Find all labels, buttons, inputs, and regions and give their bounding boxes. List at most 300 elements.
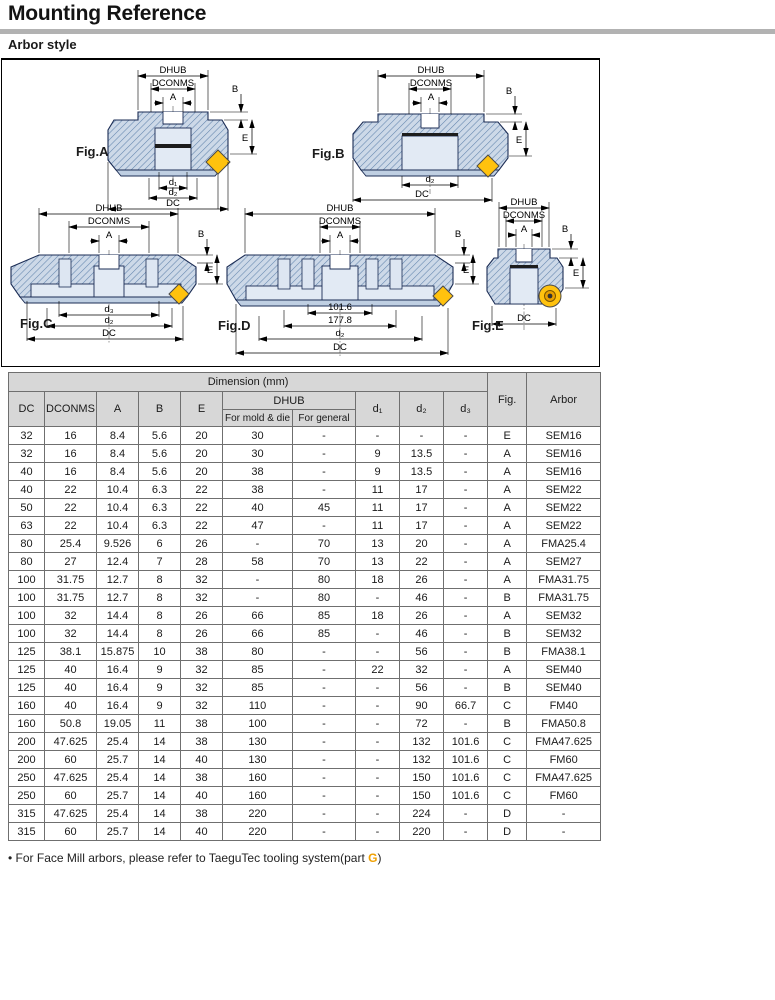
table-cell: 25.4 bbox=[97, 733, 139, 751]
figD-dim-dc: DC bbox=[333, 342, 347, 353]
table-cell: - bbox=[356, 751, 400, 769]
figC-dim-a: A bbox=[105, 230, 113, 241]
table-cell: 17 bbox=[400, 499, 444, 517]
figC-dim-b: B bbox=[197, 229, 205, 240]
table-row bbox=[9, 589, 601, 607]
table-cell: - bbox=[223, 571, 293, 589]
table-cell: 38 bbox=[181, 643, 223, 661]
table-cell: 85 bbox=[223, 661, 293, 679]
footnote-part-g-link[interactable]: G bbox=[368, 851, 378, 865]
table-cell: 80 bbox=[9, 553, 45, 571]
table-cell: - bbox=[293, 445, 356, 463]
table-cell: 32 bbox=[9, 427, 45, 445]
table-cell: C bbox=[488, 697, 527, 715]
table-cell: 22 bbox=[400, 553, 444, 571]
figA-dim-d1: d₁ bbox=[168, 177, 178, 188]
col-header-d3: d₃ bbox=[444, 392, 488, 427]
table-cell: 130 bbox=[223, 751, 293, 769]
table-cell: 101.6 bbox=[444, 733, 488, 751]
table-cell: 14 bbox=[139, 787, 181, 805]
table-cell: 22 bbox=[45, 499, 97, 517]
table-cell: 66 bbox=[223, 607, 293, 625]
table-cell: 250 bbox=[9, 787, 45, 805]
arbor-bore bbox=[322, 266, 358, 300]
figC-dim-e: E bbox=[206, 265, 214, 276]
table-cell: 40 bbox=[9, 463, 45, 481]
table-cell: SEM22 bbox=[527, 481, 601, 499]
table-cell: 10.4 bbox=[97, 499, 139, 517]
table-cell: 31.75 bbox=[45, 571, 97, 589]
col-header-b: B bbox=[139, 392, 181, 427]
table-cell: 20 bbox=[181, 427, 223, 445]
table-cell: - bbox=[356, 589, 400, 607]
table-cell: 9 bbox=[356, 463, 400, 481]
table-cell: 85 bbox=[223, 679, 293, 697]
table-cell: 14 bbox=[139, 805, 181, 823]
drive-slot bbox=[516, 249, 532, 262]
group-header-dimension: Dimension (mm) bbox=[9, 373, 488, 392]
table-cell: 26 bbox=[400, 571, 444, 589]
table-cell: - bbox=[223, 535, 293, 553]
fig-d-drawing bbox=[216, 196, 484, 368]
table-row bbox=[9, 571, 601, 589]
table-cell: 13.5 bbox=[400, 445, 444, 463]
figD-dim-e: E bbox=[462, 265, 470, 276]
table-cell: 9 bbox=[139, 697, 181, 715]
table-cell: FMA47.625 bbox=[527, 733, 601, 751]
table-cell: SEM40 bbox=[527, 679, 601, 697]
figD-dim-d2: d₂ bbox=[335, 328, 345, 339]
table-cell: 28 bbox=[181, 553, 223, 571]
table-row bbox=[9, 805, 601, 823]
table-cell: 100 bbox=[9, 571, 45, 589]
table-cell: 38 bbox=[223, 463, 293, 481]
table-cell: 160 bbox=[223, 787, 293, 805]
table-cell: 25.7 bbox=[97, 787, 139, 805]
table-cell: 45 bbox=[293, 499, 356, 517]
table-cell: 9 bbox=[139, 661, 181, 679]
figD-dim-bc1: 101.6 bbox=[328, 302, 352, 313]
figB-dim-dconms: DCONMS bbox=[409, 78, 453, 89]
table-cell: 66.7 bbox=[444, 697, 488, 715]
footnote-text: For Face Mill arbors, please refer to TaeguTec tooling system(part bbox=[15, 851, 369, 865]
table-cell: 6 bbox=[139, 535, 181, 553]
table-cell: 60 bbox=[45, 751, 97, 769]
table-cell: 9.526 bbox=[97, 535, 139, 553]
table-cell: 40 bbox=[45, 697, 97, 715]
table-cell: 16 bbox=[45, 463, 97, 481]
table-cell: SEM16 bbox=[527, 463, 601, 481]
table-cell: A bbox=[488, 517, 527, 535]
table-cell: 100 bbox=[9, 589, 45, 607]
table-cell: - bbox=[293, 697, 356, 715]
table-cell: 26 bbox=[400, 607, 444, 625]
fig-a-drawing bbox=[50, 62, 305, 212]
table-row bbox=[9, 535, 601, 553]
figD-dim-dhub: DHUB bbox=[326, 203, 354, 214]
figE-dim-dhub: DHUB bbox=[510, 197, 538, 208]
table-cell: - bbox=[444, 823, 488, 841]
fig-e-label: Fig.E bbox=[472, 318, 504, 333]
table-cell: 6.3 bbox=[139, 481, 181, 499]
table-cell: 160 bbox=[9, 715, 45, 733]
table-cell: 132 bbox=[400, 733, 444, 751]
table-cell: 220 bbox=[223, 823, 293, 841]
drive-slot bbox=[163, 112, 183, 124]
figB-dim-e: E bbox=[515, 135, 523, 146]
table-cell: 130 bbox=[223, 733, 293, 751]
table-cell: - bbox=[400, 427, 444, 445]
table-row bbox=[9, 517, 601, 535]
table-cell: 14 bbox=[139, 751, 181, 769]
table-cell: 8 bbox=[139, 625, 181, 643]
figB-dim-d2: d₂ bbox=[425, 174, 435, 185]
table-cell: 16 bbox=[45, 445, 97, 463]
col-header-arbor: Arbor bbox=[527, 373, 601, 427]
figA-dim-dhub: DHUB bbox=[159, 65, 187, 76]
col-header-d1: d₁ bbox=[356, 392, 400, 427]
bolt-hole bbox=[59, 259, 71, 287]
col-header-dhub-general: For general bbox=[293, 410, 356, 427]
table-cell: A bbox=[488, 463, 527, 481]
table-cell: - bbox=[356, 697, 400, 715]
table-cell: FM60 bbox=[527, 751, 601, 769]
table-cell: 50.8 bbox=[45, 715, 97, 733]
table-cell: 15.875 bbox=[97, 643, 139, 661]
table-cell: - bbox=[356, 715, 400, 733]
table-cell: - bbox=[444, 427, 488, 445]
table-cell: B bbox=[488, 589, 527, 607]
table-cell: FMA25.4 bbox=[527, 535, 601, 553]
table-cell: 315 bbox=[9, 805, 45, 823]
table-row bbox=[9, 787, 601, 805]
table-cell: 27 bbox=[45, 553, 97, 571]
table-cell: 80 bbox=[223, 643, 293, 661]
table-cell: - bbox=[444, 643, 488, 661]
table-cell: SEM16 bbox=[527, 445, 601, 463]
table-row bbox=[9, 643, 601, 661]
table-cell: 58 bbox=[223, 553, 293, 571]
table-cell: 125 bbox=[9, 643, 45, 661]
table-cell: 10 bbox=[139, 643, 181, 661]
table-cell: 26 bbox=[181, 535, 223, 553]
table-cell: 315 bbox=[9, 823, 45, 841]
col-header-dconms: DCONMS bbox=[45, 392, 97, 427]
table-cell: 40 bbox=[181, 823, 223, 841]
table-row bbox=[9, 715, 601, 733]
table-cell: 16 bbox=[45, 427, 97, 445]
table-cell: 22 bbox=[181, 517, 223, 535]
section-subtitle: Arbor style bbox=[8, 37, 77, 52]
table-cell: 32 bbox=[9, 445, 45, 463]
table-cell: - bbox=[444, 715, 488, 733]
table-cell: FMA31.75 bbox=[527, 589, 601, 607]
figC-dim-d2: d₂ bbox=[104, 315, 114, 326]
table-cell: 5.6 bbox=[139, 445, 181, 463]
bolt-hole bbox=[366, 259, 378, 289]
table-row bbox=[9, 751, 601, 769]
table-cell: - bbox=[293, 823, 356, 841]
figE-dim-dconms: DCONMS bbox=[502, 210, 546, 221]
table-cell: 20 bbox=[181, 463, 223, 481]
bolt-hole bbox=[302, 259, 314, 289]
footnote-bullet: • bbox=[8, 851, 13, 865]
figA-dim-b: B bbox=[231, 84, 239, 95]
fig-c-label: Fig.C bbox=[20, 316, 53, 331]
table-row bbox=[9, 733, 601, 751]
table-cell: 16.4 bbox=[97, 661, 139, 679]
table-cell: 22 bbox=[181, 481, 223, 499]
table-cell: B bbox=[488, 679, 527, 697]
drive-slot bbox=[330, 255, 350, 269]
fig-d-label: Fig.D bbox=[218, 318, 251, 333]
dimension-table bbox=[8, 372, 601, 841]
table-row bbox=[9, 463, 601, 481]
table-cell: A bbox=[488, 445, 527, 463]
table-cell: 125 bbox=[9, 679, 45, 697]
table-cell: 6.3 bbox=[139, 499, 181, 517]
table-cell: FMA38.1 bbox=[527, 643, 601, 661]
table-cell: 40 bbox=[181, 787, 223, 805]
table-cell: 40 bbox=[223, 499, 293, 517]
table-cell: 25.4 bbox=[97, 805, 139, 823]
table-cell: SEM32 bbox=[527, 607, 601, 625]
fig-a-label: Fig.A bbox=[76, 144, 109, 159]
table-cell: 8 bbox=[139, 589, 181, 607]
table-cell: 32 bbox=[181, 571, 223, 589]
figB-dim-dc: DC bbox=[415, 189, 429, 200]
table-cell: 20 bbox=[400, 535, 444, 553]
figB-dim-dhub: DHUB bbox=[417, 65, 445, 76]
footnote-suffix: ) bbox=[377, 851, 382, 865]
table-cell: 9 bbox=[139, 679, 181, 697]
table-cell: 13 bbox=[356, 553, 400, 571]
table-cell: 38 bbox=[181, 715, 223, 733]
table-cell: - bbox=[444, 805, 488, 823]
table-cell: - bbox=[293, 643, 356, 661]
table-cell: - bbox=[444, 661, 488, 679]
table-cell: 220 bbox=[223, 805, 293, 823]
table-cell: 11 bbox=[139, 715, 181, 733]
table-cell: - bbox=[293, 769, 356, 787]
table-cell: 12.7 bbox=[97, 589, 139, 607]
table-cell: 18 bbox=[356, 607, 400, 625]
table-cell: 9 bbox=[356, 445, 400, 463]
table-cell: 80 bbox=[293, 589, 356, 607]
table-row bbox=[9, 445, 601, 463]
table-cell: 25.7 bbox=[97, 823, 139, 841]
col-header-fig: Fig. bbox=[488, 373, 527, 427]
table-cell: - bbox=[356, 679, 400, 697]
table-cell: 10.4 bbox=[97, 481, 139, 499]
fig-c-drawing bbox=[7, 196, 242, 364]
table-row bbox=[9, 481, 601, 499]
table-cell: 110 bbox=[223, 697, 293, 715]
table-cell: SEM16 bbox=[527, 427, 601, 445]
table-cell: 38 bbox=[181, 733, 223, 751]
table-cell: 46 bbox=[400, 625, 444, 643]
figA-dim-dconms: DCONMS bbox=[151, 78, 195, 89]
figA-dim-a: A bbox=[169, 92, 177, 103]
table-cell: 47.625 bbox=[45, 805, 97, 823]
table-cell: C bbox=[488, 787, 527, 805]
col-header-d2: d₂ bbox=[400, 392, 444, 427]
table-cell: 38 bbox=[223, 481, 293, 499]
figD-dim-a: A bbox=[336, 230, 344, 241]
table-cell: - bbox=[444, 607, 488, 625]
table-cell: 72 bbox=[400, 715, 444, 733]
col-header-dc: DC bbox=[9, 392, 45, 427]
table-cell: - bbox=[293, 733, 356, 751]
table-cell: 47.625 bbox=[45, 769, 97, 787]
table-cell: 14 bbox=[139, 769, 181, 787]
figC-dim-dhub: DHUB bbox=[95, 203, 123, 214]
table-cell: 30 bbox=[223, 445, 293, 463]
figE-dim-a: A bbox=[520, 224, 528, 235]
table-row bbox=[9, 553, 601, 571]
title-rule bbox=[0, 29, 775, 34]
table-row bbox=[9, 625, 601, 643]
table-cell: E bbox=[488, 427, 527, 445]
col-header-dhub: DHUB bbox=[223, 392, 356, 410]
table-row bbox=[9, 661, 601, 679]
table-cell: 16.4 bbox=[97, 679, 139, 697]
table-cell: 125 bbox=[9, 661, 45, 679]
table-row bbox=[9, 679, 601, 697]
cutter-rim bbox=[116, 170, 220, 176]
table-cell: C bbox=[488, 751, 527, 769]
drive-slot bbox=[99, 255, 119, 269]
table-cell: 40 bbox=[9, 481, 45, 499]
table-cell: 38.1 bbox=[45, 643, 97, 661]
table-cell: - bbox=[527, 805, 601, 823]
table-cell: - bbox=[444, 553, 488, 571]
table-cell: 12.4 bbox=[97, 553, 139, 571]
table-cell: C bbox=[488, 733, 527, 751]
figC-dim-dc: DC bbox=[102, 328, 116, 339]
table-cell: A bbox=[488, 553, 527, 571]
table-cell: 250 bbox=[9, 769, 45, 787]
table-cell: 10.4 bbox=[97, 517, 139, 535]
table-cell: - bbox=[293, 679, 356, 697]
col-header-dhub-mold-die: For mold & die bbox=[223, 410, 293, 427]
table-cell: 19.05 bbox=[97, 715, 139, 733]
table-cell: 17 bbox=[400, 517, 444, 535]
table-cell: 70 bbox=[293, 535, 356, 553]
table-cell: 85 bbox=[293, 607, 356, 625]
table-cell: 22 bbox=[356, 661, 400, 679]
table-cell: FMA31.75 bbox=[527, 571, 601, 589]
table-row bbox=[9, 499, 601, 517]
table-cell: - bbox=[223, 589, 293, 607]
table-cell: 20 bbox=[181, 445, 223, 463]
table-cell: 22 bbox=[45, 517, 97, 535]
figC-dim-d3: d₃ bbox=[104, 304, 114, 315]
table-cell: 14.4 bbox=[97, 607, 139, 625]
table-cell: 13 bbox=[356, 535, 400, 553]
table-cell: - bbox=[356, 643, 400, 661]
table-cell: - bbox=[444, 679, 488, 697]
table-cell: 38 bbox=[181, 769, 223, 787]
table-cell: SEM22 bbox=[527, 517, 601, 535]
table-cell: - bbox=[356, 823, 400, 841]
table-cell: 56 bbox=[400, 643, 444, 661]
table-cell: 47.625 bbox=[45, 733, 97, 751]
figD-dim-bc2: 177.8 bbox=[328, 315, 352, 326]
table-row bbox=[9, 823, 601, 841]
table-cell: 90 bbox=[400, 697, 444, 715]
table-cell: 14 bbox=[139, 823, 181, 841]
table-cell: - bbox=[444, 625, 488, 643]
arbor-bore bbox=[155, 128, 191, 170]
table-cell: FM40 bbox=[527, 697, 601, 715]
arbor-bore bbox=[94, 266, 124, 297]
table-cell: A bbox=[488, 607, 527, 625]
table-cell: - bbox=[527, 823, 601, 841]
table-cell: - bbox=[444, 445, 488, 463]
table-cell: 40 bbox=[181, 751, 223, 769]
table-cell: 12.7 bbox=[97, 571, 139, 589]
table-cell: - bbox=[293, 481, 356, 499]
table-cell: - bbox=[356, 625, 400, 643]
table-cell: A bbox=[488, 481, 527, 499]
table-cell: - bbox=[293, 463, 356, 481]
table-cell: - bbox=[356, 769, 400, 787]
table-cell: - bbox=[293, 787, 356, 805]
figA-dim-d2: d₂ bbox=[168, 187, 178, 198]
table-cell: 70 bbox=[293, 553, 356, 571]
table-cell: 32 bbox=[45, 607, 97, 625]
table-cell: 16.4 bbox=[97, 697, 139, 715]
figD-dim-dconms: DCONMS bbox=[318, 216, 362, 227]
figA-dim-dc: DC bbox=[166, 198, 180, 209]
figE-dim-e: E bbox=[572, 268, 580, 279]
table-cell: 85 bbox=[293, 625, 356, 643]
col-header-e: E bbox=[181, 392, 223, 427]
table-cell: 7 bbox=[139, 553, 181, 571]
table-cell: 8 bbox=[139, 571, 181, 589]
table-cell: 5.6 bbox=[139, 427, 181, 445]
bolt-hole bbox=[390, 259, 402, 289]
table-cell: 13.5 bbox=[400, 463, 444, 481]
table-cell: 26 bbox=[181, 625, 223, 643]
table-cell: 11 bbox=[356, 481, 400, 499]
table-cell: 200 bbox=[9, 733, 45, 751]
table-cell: 80 bbox=[293, 571, 356, 589]
table-row bbox=[9, 769, 601, 787]
table-cell: 32 bbox=[181, 589, 223, 607]
table-cell: 40 bbox=[45, 679, 97, 697]
table-cell: 25.4 bbox=[45, 535, 97, 553]
table-cell: - bbox=[444, 535, 488, 553]
table-cell: 160 bbox=[9, 697, 45, 715]
table-cell: 14.4 bbox=[97, 625, 139, 643]
table-cell: A bbox=[488, 499, 527, 517]
table-cell: - bbox=[356, 805, 400, 823]
table-cell: 17 bbox=[400, 481, 444, 499]
table-cell: - bbox=[356, 787, 400, 805]
table-cell: 47 bbox=[223, 517, 293, 535]
table-cell: 22 bbox=[181, 499, 223, 517]
table-cell: 38 bbox=[181, 805, 223, 823]
table-cell: 25.7 bbox=[97, 751, 139, 769]
table-cell: C bbox=[488, 769, 527, 787]
table-cell: 220 bbox=[400, 823, 444, 841]
table-cell: - bbox=[444, 589, 488, 607]
table-cell: 8 bbox=[139, 607, 181, 625]
table-cell: - bbox=[356, 427, 400, 445]
table-cell: 200 bbox=[9, 751, 45, 769]
